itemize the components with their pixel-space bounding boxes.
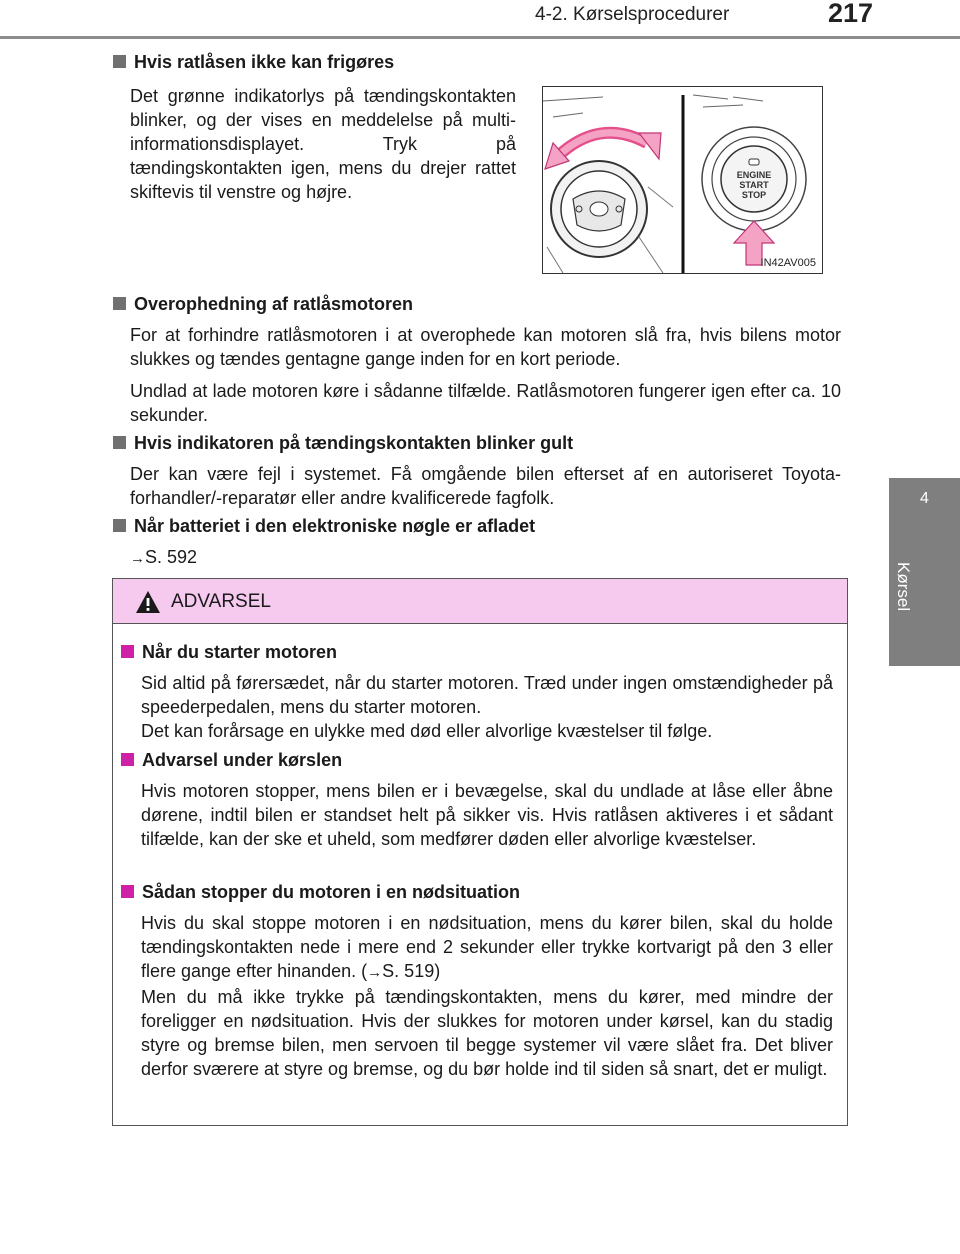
section-heading-text: Hvis indikatoren på tændingskontakten blinker gult — [134, 433, 574, 453]
section-overheating — [113, 293, 841, 427]
bullet-square-icon — [121, 753, 134, 766]
warning-heading — [121, 641, 833, 663]
warning-heading-text: Når du starter motoren — [142, 642, 338, 662]
section-heading-text: Overophedning af ratlåsmotoren — [134, 294, 414, 314]
warning-text: Sid altid på førersædet, når du starter motoren. Træd under ingen omstændigheder på speederpedalen, mens du starter motoren. — [141, 673, 833, 717]
bullet-square-icon — [113, 55, 126, 68]
warning-section — [121, 749, 833, 851]
page-reference-text[interactable]: S. 592 — [145, 547, 198, 567]
warning-heading-text: Advarsel under kørslen — [142, 750, 343, 770]
steering-illustration — [542, 86, 823, 274]
button-text-line1: ENGINE — [736, 170, 772, 180]
steering-lock-text: Det grønne indikatorlys på tændingskontakten blinker, og der vises en meddelelse på multi-informationsdisplayet. Tryk på tændingskontakten igen, mens du drejer rattet skiftevis til venstre og højre. — [130, 86, 516, 202]
warning-text-part: Hvis du skal stoppe motoren i en nødsituation, mens du kører bilen, skal du holde tændingskontakten nede i mere end 2 sekunder eller trykke kortvarigt på den 3 eller flere gange efter hinanden. ( — [141, 913, 833, 981]
figure-id: IN42AV005 — [760, 257, 816, 269]
warning-section — [121, 641, 833, 743]
warning-section — [121, 881, 833, 1081]
section-heading — [113, 515, 841, 537]
header-rule — [0, 36, 960, 39]
warning-heading — [121, 881, 833, 903]
paragraph: Undlad at lade motoren køre i sådanne tilfælde. Ratlåsmotoren fungerer igen efter ca. 10 sekunder. — [130, 381, 841, 425]
bullet-square-icon — [113, 519, 126, 532]
bullet-square-icon — [121, 645, 134, 658]
section-heading — [113, 51, 841, 73]
arrow-right-icon: → — [367, 964, 383, 981]
warning-heading — [121, 749, 833, 771]
chapter-label: Kørsel — [894, 562, 913, 612]
warning-text: Men du må ikke trykke på tændingskontakten, mens du kører, med mindre der foreligger en nødsituation. Hvis der slukkes for motoren under kørsel, kan du stadig styre og bremse bilen, men servoen til begge systemer vil være slået fra. Det bliver derfor sværere at styre og bremse, og du bør holde ind til siden så snart, det er muligt. — [141, 987, 833, 1079]
section-title: 4-2. Kørselsprocedurer — [535, 4, 730, 25]
section-heading — [113, 293, 841, 315]
paragraph: Der kan være fejl i systemet. Få omgående bilen efterset af en autoriseret Toyota-forhandler/-reparatør eller andre kvalificerede fagfolk. — [130, 464, 841, 508]
steering-wheel-and-start-button-icon — [543, 87, 822, 273]
bullet-square-icon — [113, 297, 126, 310]
chapter-number: 4 — [920, 490, 929, 507]
warning-heading-text: Sådan stopper du motoren i en nødsituation — [142, 882, 521, 902]
page-reference-text[interactable]: S. 519) — [382, 961, 441, 981]
section-steering-lock — [113, 51, 841, 73]
bullet-square-icon — [113, 436, 126, 449]
paragraph: For at forhindre ratlåsmotoren i at overophede kan motoren slå fra, hvis bilens motor slukkes og tændes gentagne gange inden for en kort periode. — [130, 325, 841, 369]
warning-box — [112, 578, 848, 1126]
section-key-battery — [113, 515, 841, 571]
section-heading-text: Når batteriet i den elektroniske nøgle er afladet — [134, 516, 536, 536]
bullet-square-icon — [121, 885, 134, 898]
warning-header — [113, 579, 847, 624]
button-text-line3: STOP — [741, 190, 767, 200]
section-heading-text: Hvis ratlåsen ikke kan frigøres — [134, 52, 395, 72]
warning-text: Hvis motoren stopper, mens bilen er i bevægelse, skal du undlade at låse eller åbne dørene, indtil bilen er standset helt på sikker vis. Hvis ratlåsen aktiveres i et sådant tilfælde, kan der ske et uheld, som medfører døden eller alvorlige kvæstelser. — [141, 781, 833, 849]
section-heading — [113, 432, 841, 454]
warning-title: ADVARSEL — [171, 591, 271, 612]
warning-text: Det kan forårsage en ulykke med død eller alvorlige kvæstelser til følge. — [141, 721, 713, 741]
button-text-line2: START — [739, 180, 769, 190]
arrow-right-icon: → — [130, 550, 145, 567]
page-number: 217 — [828, 0, 874, 28]
page-reference[interactable] — [130, 545, 841, 571]
warning-text — [141, 911, 833, 985]
warning-triangle-icon — [135, 590, 161, 614]
section-yellow-indicator — [113, 432, 841, 510]
chapter-label-wrap — [893, 562, 913, 622]
